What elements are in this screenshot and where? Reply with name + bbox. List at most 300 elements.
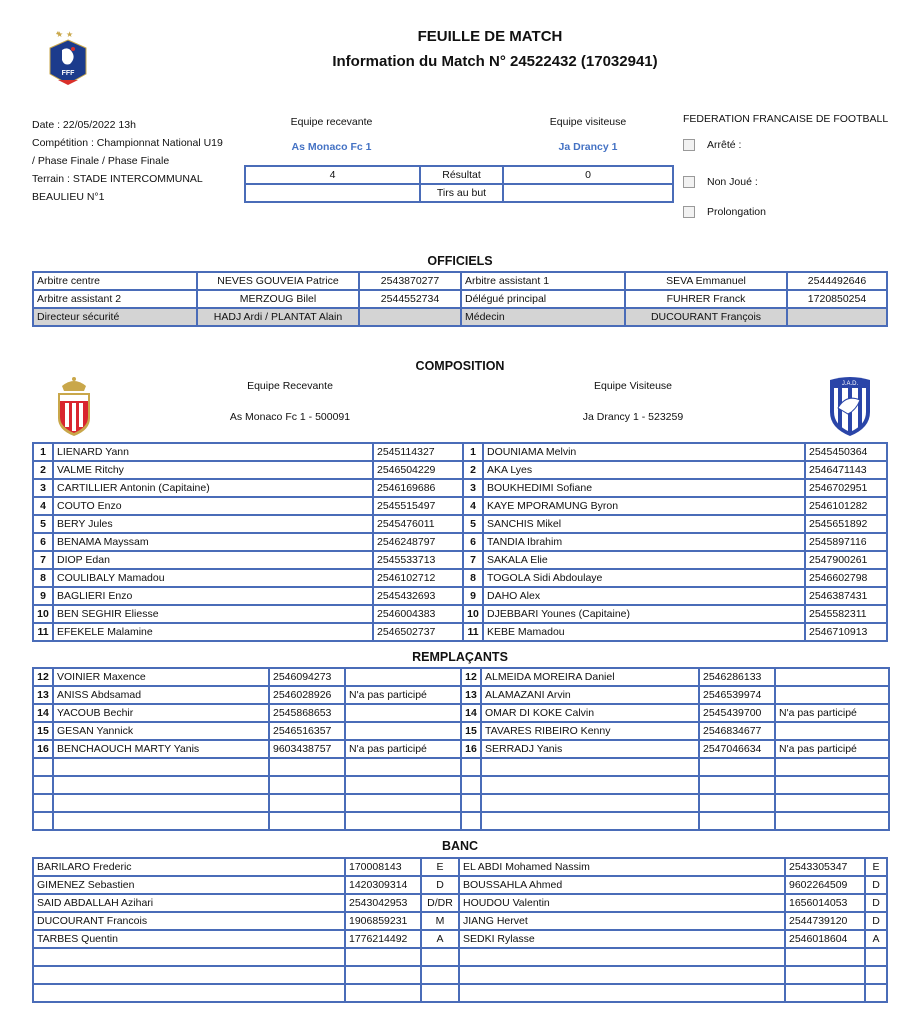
player-license: 2547900261 <box>805 551 887 569</box>
sub-number <box>461 794 481 812</box>
bench-license: 9602264509 <box>785 876 865 894</box>
bench-license: 1776214492 <box>345 930 421 948</box>
bench-role: A <box>865 930 887 948</box>
match-info <box>32 116 262 206</box>
checkbox-icon[interactable] <box>683 139 695 151</box>
bench-name <box>459 984 785 1002</box>
sub-number: 14 <box>33 704 53 722</box>
sub-number <box>461 776 481 794</box>
sub-status <box>345 668 461 686</box>
match-terrain: Terrain : STADE INTERCOMMUNAL <box>32 173 203 185</box>
bench-title: BANC <box>441 839 479 853</box>
sub-license: 2546028926 <box>269 686 345 704</box>
table-row <box>459 948 887 966</box>
table-row <box>463 515 887 533</box>
player-name: BEN SEGHIR Eliesse <box>53 605 373 623</box>
player-number: 10 <box>463 605 483 623</box>
player-name: EFEKELE Malamine <box>53 623 373 641</box>
player-name: DOUNIAMA Melvin <box>483 443 805 461</box>
table-row <box>461 776 889 794</box>
sub-number <box>33 794 53 812</box>
bench-name: DUCOURANT Francois <box>33 912 345 930</box>
player-name: TOGOLA Sidi Abdoulaye <box>483 569 805 587</box>
sub-name <box>481 758 699 776</box>
player-license: 2546101282 <box>805 497 887 515</box>
substitutes-title: REMPLAÇANTS <box>412 650 508 664</box>
table-row <box>459 876 887 894</box>
official-name: FUHRER Franck <box>625 290 787 308</box>
player-name: COULIBALY Mamadou <box>53 569 373 587</box>
table-row <box>33 812 461 830</box>
penalties-row <box>245 184 673 202</box>
player-license: 2546710913 <box>805 623 887 641</box>
bench-license <box>345 984 421 1002</box>
officials-table <box>32 271 888 327</box>
sub-license: 2545868653 <box>269 704 345 722</box>
sub-number <box>33 812 53 830</box>
bench-role <box>865 984 887 1002</box>
match-competition: Compétition : Championnat National U19 <box>32 137 223 149</box>
sub-license <box>699 758 775 776</box>
player-license: 2545897116 <box>805 533 887 551</box>
player-license: 2546004383 <box>373 605 463 623</box>
sub-name: GESAN Yannick <box>53 722 269 740</box>
sub-license: 2546539974 <box>699 686 775 704</box>
sub-name: SERRADJ Yanis <box>481 740 699 758</box>
player-license: 2545114327 <box>373 443 463 461</box>
bench-role: D <box>865 894 887 912</box>
table-row <box>461 794 889 812</box>
composition-title: COMPOSITION <box>415 359 505 373</box>
away-penalties <box>503 184 673 202</box>
table-row <box>33 623 463 641</box>
table-row <box>33 740 461 758</box>
sub-number: 16 <box>33 740 53 758</box>
official-role: Arbitre assistant 1 <box>461 272 625 290</box>
away-score: 0 <box>503 166 673 184</box>
bench-role <box>421 966 459 984</box>
bench-license: 1420309314 <box>345 876 421 894</box>
sub-status: N'a pas participé <box>345 740 461 758</box>
bench-role <box>421 984 459 1002</box>
table-row <box>33 551 463 569</box>
player-license: 2545533713 <box>373 551 463 569</box>
match-date: Date : 22/05/2022 13h <box>32 119 136 131</box>
sub-name <box>53 794 269 812</box>
bench-name <box>33 948 345 966</box>
checkbox-arrete[interactable] <box>683 139 741 151</box>
table-row <box>463 605 887 623</box>
home-composition-team: As Monaco Fc 1 - 500091 <box>229 411 351 423</box>
player-number: 4 <box>33 497 53 515</box>
table-row <box>33 587 463 605</box>
official-name: SEVA Emmanuel <box>625 272 787 290</box>
player-number: 5 <box>463 515 483 533</box>
checkbox-icon[interactable] <box>683 176 695 188</box>
sub-status <box>345 758 461 776</box>
player-number: 2 <box>33 461 53 479</box>
sub-status: N'a pas participé <box>345 686 461 704</box>
sub-number <box>461 758 481 776</box>
officials-row <box>33 308 887 326</box>
table-row <box>33 479 463 497</box>
score-row <box>245 166 673 184</box>
player-license: 2545476011 <box>373 515 463 533</box>
bench-license: 2544739120 <box>785 912 865 930</box>
table-row <box>33 569 463 587</box>
table-row <box>33 984 459 1002</box>
bench-name: SAID ABDALLAH Azihari <box>33 894 345 912</box>
svg-text:★: ★ <box>66 30 74 39</box>
table-row <box>461 740 889 758</box>
result-label: Résultat <box>420 166 503 184</box>
sub-number <box>33 776 53 794</box>
score-table <box>244 165 674 203</box>
sub-license: 2545439700 <box>699 704 775 722</box>
officials-row <box>33 272 887 290</box>
player-license: 2546702951 <box>805 479 887 497</box>
table-row <box>461 686 889 704</box>
sub-number: 14 <box>461 704 481 722</box>
bench-name: EL ABDI Mohamed Nassim <box>459 858 785 876</box>
player-name: BERY Jules <box>53 515 373 533</box>
table-row <box>463 569 887 587</box>
away-composition-label: Equipe Visiteuse <box>593 380 673 392</box>
player-number: 9 <box>33 587 53 605</box>
table-row <box>459 966 887 984</box>
table-row <box>33 605 463 623</box>
home-penalties <box>245 184 420 202</box>
official-name: NEVES GOUVEIA Patrice <box>197 272 359 290</box>
federation-title: FEDERATION FRANCAISE DE FOOTBALL <box>683 113 889 125</box>
sub-status <box>775 758 889 776</box>
sub-license: 2546834677 <box>699 722 775 740</box>
bench-name: BOUSSAHLA Ahmed <box>459 876 785 894</box>
checkbox-label: Arrêté : <box>707 139 742 151</box>
table-row <box>33 912 459 930</box>
bench-name: HOUDOU Valentin <box>459 894 785 912</box>
table-row <box>33 686 461 704</box>
player-number: 11 <box>463 623 483 641</box>
player-name: DIOP Edan <box>53 551 373 569</box>
official-name: MERZOUG Bilel <box>197 290 359 308</box>
sub-name <box>53 776 269 794</box>
player-name: BENAMA Mayssam <box>53 533 373 551</box>
table-row <box>463 551 887 569</box>
table-row <box>33 894 459 912</box>
sub-status <box>345 794 461 812</box>
player-number: 11 <box>33 623 53 641</box>
sub-name: VOINIER Maxence <box>53 668 269 686</box>
official-id: 2543870277 <box>359 272 461 290</box>
bench-license <box>785 966 865 984</box>
sub-license: 2546516357 <box>269 722 345 740</box>
sub-license <box>699 794 775 812</box>
sub-name: ANISS Abdsamad <box>53 686 269 704</box>
sub-license: 2546094273 <box>269 668 345 686</box>
table-row <box>459 894 887 912</box>
sub-status <box>775 722 889 740</box>
player-name: BOUKHEDIMI Sofiane <box>483 479 805 497</box>
player-name: AKA Lyes <box>483 461 805 479</box>
player-number: 9 <box>463 587 483 605</box>
match-terrain-cont: BEAULIEU N°1 <box>32 191 105 203</box>
bench-license <box>345 966 421 984</box>
table-row <box>459 984 887 1002</box>
bench-role: E <box>421 858 459 876</box>
sub-status <box>775 776 889 794</box>
player-name: BAGLIERI Enzo <box>53 587 373 605</box>
table-row <box>33 497 463 515</box>
sub-status <box>775 794 889 812</box>
checkbox-icon[interactable] <box>683 206 695 218</box>
sub-status <box>775 668 889 686</box>
sub-name: OMAR DI KOKE Calvin <box>481 704 699 722</box>
sub-status <box>345 704 461 722</box>
official-id: 2544552734 <box>359 290 461 308</box>
player-number: 7 <box>463 551 483 569</box>
table-row <box>33 668 461 686</box>
bench-license <box>785 948 865 966</box>
home-team-label: Equipe recevante <box>290 116 373 128</box>
sub-license: 2547046634 <box>699 740 775 758</box>
player-name: CARTILLIER Antonin (Capitaine) <box>53 479 373 497</box>
player-license: 2546602798 <box>805 569 887 587</box>
sub-license <box>269 758 345 776</box>
table-row <box>463 479 887 497</box>
official-name: DUCOURANT François <box>625 308 787 326</box>
monaco-logo-icon <box>54 376 94 438</box>
table-row <box>459 930 887 948</box>
official-id: 2544492646 <box>787 272 887 290</box>
table-row <box>463 443 887 461</box>
sub-status <box>345 722 461 740</box>
table-row <box>33 930 459 948</box>
bench-license: 1906859231 <box>345 912 421 930</box>
table-row <box>461 722 889 740</box>
page-title: FEUILLE DE MATCH <box>417 28 563 45</box>
svg-text:J.A.D.: J.A.D. <box>841 381 859 387</box>
sub-license: 9603438757 <box>269 740 345 758</box>
player-license: 2546102712 <box>373 569 463 587</box>
sub-status <box>775 812 889 830</box>
sub-name <box>481 794 699 812</box>
player-number: 3 <box>33 479 53 497</box>
bench-license: 2543305347 <box>785 858 865 876</box>
table-row <box>33 858 459 876</box>
bench-role: D/DR <box>421 894 459 912</box>
player-license: 2545582311 <box>805 605 887 623</box>
checkbox-label: Prolongation <box>707 206 766 218</box>
bench-name: SEDKI Rylasse <box>459 930 785 948</box>
player-license: 2546471143 <box>805 461 887 479</box>
table-row <box>463 623 887 641</box>
player-number: 1 <box>463 443 483 461</box>
bench-role: D <box>865 912 887 930</box>
bench-name <box>459 966 785 984</box>
official-role: Directeur sécurité <box>33 308 197 326</box>
home-score: 4 <box>245 166 420 184</box>
player-name: VALME Ritchy <box>53 461 373 479</box>
bench-role: M <box>421 912 459 930</box>
official-id: 1720850254 <box>787 290 887 308</box>
bench-license: 2546018604 <box>785 930 865 948</box>
sub-name <box>481 812 699 830</box>
table-row <box>33 948 459 966</box>
sub-number: 15 <box>33 722 53 740</box>
player-license: 2546248797 <box>373 533 463 551</box>
player-number: 7 <box>33 551 53 569</box>
svg-text:FFF: FFF <box>61 70 75 77</box>
player-number: 4 <box>463 497 483 515</box>
table-row <box>463 461 887 479</box>
bench-license <box>345 948 421 966</box>
bench-role: A <box>421 930 459 948</box>
svg-text:★: ★ <box>56 30 64 39</box>
table-row <box>463 587 887 605</box>
player-name: DAHO Alex <box>483 587 805 605</box>
bench-name: BARILARO Frederic <box>33 858 345 876</box>
sub-status <box>345 812 461 830</box>
sub-number: 12 <box>33 668 53 686</box>
table-row <box>461 704 889 722</box>
table-row <box>463 533 887 551</box>
sub-name <box>481 776 699 794</box>
sub-status: N'a pas participé <box>775 704 889 722</box>
player-name: KAYE MPORAMUNG Byron <box>483 497 805 515</box>
player-name: DJEBBARI Younes (Capitaine) <box>483 605 805 623</box>
sub-status: N'a pas participé <box>775 740 889 758</box>
bench-name: TARBES Quentin <box>33 930 345 948</box>
player-name: SANCHIS Mikel <box>483 515 805 533</box>
player-number: 10 <box>33 605 53 623</box>
bench-name <box>33 984 345 1002</box>
player-number: 1 <box>33 443 53 461</box>
sub-number: 16 <box>461 740 481 758</box>
sub-status <box>775 686 889 704</box>
checkbox-non-joue[interactable] <box>683 176 758 188</box>
sub-number: 12 <box>461 668 481 686</box>
bench-license: 170008143 <box>345 858 421 876</box>
table-row <box>461 812 889 830</box>
sub-license <box>269 794 345 812</box>
bench-name: JIANG Hervet <box>459 912 785 930</box>
sub-license <box>269 776 345 794</box>
penalties-label: Tirs au but <box>420 184 503 202</box>
bench-role <box>865 948 887 966</box>
player-number: 6 <box>33 533 53 551</box>
official-name: HADJ Ardi / PLANTAT Alain <box>197 308 359 326</box>
home-team-name: As Monaco Fc 1 <box>291 141 372 153</box>
bench-role: D <box>865 876 887 894</box>
page-subtitle: Information du Match N° 24522432 (17032941) <box>332 53 658 70</box>
player-number: 5 <box>33 515 53 533</box>
home-composition-label: Equipe Recevante <box>247 380 333 392</box>
table-row <box>33 533 463 551</box>
bench-license: 2543042953 <box>345 894 421 912</box>
player-number: 8 <box>463 569 483 587</box>
player-license: 2546387431 <box>805 587 887 605</box>
table-row <box>33 776 461 794</box>
table-row <box>33 461 463 479</box>
sub-name: ALMEIDA MOREIRA Daniel <box>481 668 699 686</box>
home-substitutes-table <box>32 667 462 831</box>
official-id <box>787 308 887 326</box>
sub-number <box>33 758 53 776</box>
player-license: 2545515497 <box>373 497 463 515</box>
table-row <box>459 912 887 930</box>
sub-name: TAVARES RIBEIRO Kenny <box>481 722 699 740</box>
player-name: COUTO Enzo <box>53 497 373 515</box>
table-row <box>463 497 887 515</box>
bench-name <box>33 966 345 984</box>
sub-number: 13 <box>461 686 481 704</box>
home-lineup-table <box>32 442 464 642</box>
player-license: 2545432693 <box>373 587 463 605</box>
sub-name <box>53 758 269 776</box>
away-bench-table <box>458 857 888 1003</box>
official-role: Délégué principal <box>461 290 625 308</box>
sub-name: BENCHAOUCH MARTY Yanis <box>53 740 269 758</box>
checkbox-label: Non Joué : <box>707 176 758 188</box>
bench-role: D <box>421 876 459 894</box>
officials-title: OFFICIELS <box>427 254 493 268</box>
table-row <box>461 668 889 686</box>
official-role: Médecin <box>461 308 625 326</box>
sub-name: ALAMAZANI Arvin <box>481 686 699 704</box>
sub-number: 13 <box>33 686 53 704</box>
player-license: 2546502737 <box>373 623 463 641</box>
sub-license: 2546286133 <box>699 668 775 686</box>
table-row <box>33 515 463 533</box>
table-row <box>33 704 461 722</box>
home-bench-table <box>32 857 460 1003</box>
table-row <box>459 858 887 876</box>
table-row <box>33 443 463 461</box>
player-license: 2546504229 <box>373 461 463 479</box>
sub-status <box>345 776 461 794</box>
bench-name <box>459 948 785 966</box>
sub-license <box>699 812 775 830</box>
player-license: 2545651892 <box>805 515 887 533</box>
sub-number: 15 <box>461 722 481 740</box>
away-substitutes-table <box>460 667 890 831</box>
sub-license <box>699 776 775 794</box>
table-row <box>461 758 889 776</box>
checkbox-prolongation[interactable] <box>683 206 766 218</box>
bench-license: 1656014053 <box>785 894 865 912</box>
drancy-logo-icon <box>828 376 872 438</box>
table-row <box>33 722 461 740</box>
away-team-label: Equipe visiteuse <box>549 116 627 128</box>
sub-name: YACOUB Bechir <box>53 704 269 722</box>
player-name: KEBE Mamadou <box>483 623 805 641</box>
table-row <box>33 794 461 812</box>
player-license: 2546169686 <box>373 479 463 497</box>
player-number: 2 <box>463 461 483 479</box>
bench-license <box>785 984 865 1002</box>
player-number: 8 <box>33 569 53 587</box>
table-row <box>33 758 461 776</box>
bench-role <box>421 948 459 966</box>
player-name: TANDIA Ibrahim <box>483 533 805 551</box>
player-number: 3 <box>463 479 483 497</box>
player-name: LIENARD Yann <box>53 443 373 461</box>
sub-name <box>53 812 269 830</box>
player-license: 2545450364 <box>805 443 887 461</box>
player-number: 6 <box>463 533 483 551</box>
away-lineup-table <box>462 442 888 642</box>
